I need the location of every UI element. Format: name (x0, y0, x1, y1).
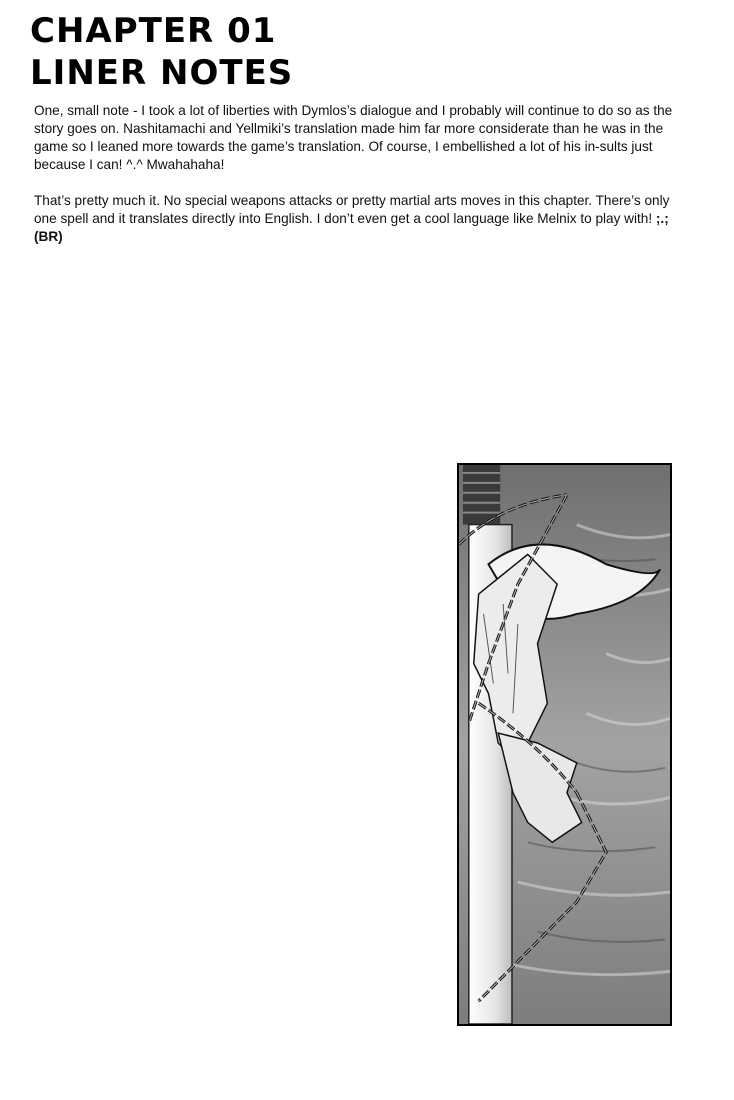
notes-paragraph-2-text: That’s pretty much it. No special weapons attacks or pretty martial arts moves in this chapter. There’s only one spell and it translates directly into English. I don’t even get a cool language like Melnix to play with! (34, 193, 670, 226)
liner-notes-body (34, 102, 694, 264)
notes-paragraph-2 (34, 192, 694, 246)
title-line-chapter: CHAPTER 01 (30, 11, 277, 51)
notes-paragraph-1: One, small note - I took a lot of liberties with Dymlos’s dialogue and I probably will continue to do so as the story goes on. Nashitamachi and Yellmiki’s translation made him far more considerate than he was in the game so I leaned more towards the game’s translation. Of course, I embellished a lot of his in-sults just because I can! ^.^ Mwahahaha! (34, 103, 673, 172)
title-line-liner-notes: LINER NOTES (30, 53, 294, 93)
sword-chain-drawing (459, 465, 670, 1024)
page-title (30, 10, 293, 94)
translator-signature: ;.; (BR) (34, 211, 669, 244)
sword-chain-illustration (457, 463, 672, 1026)
